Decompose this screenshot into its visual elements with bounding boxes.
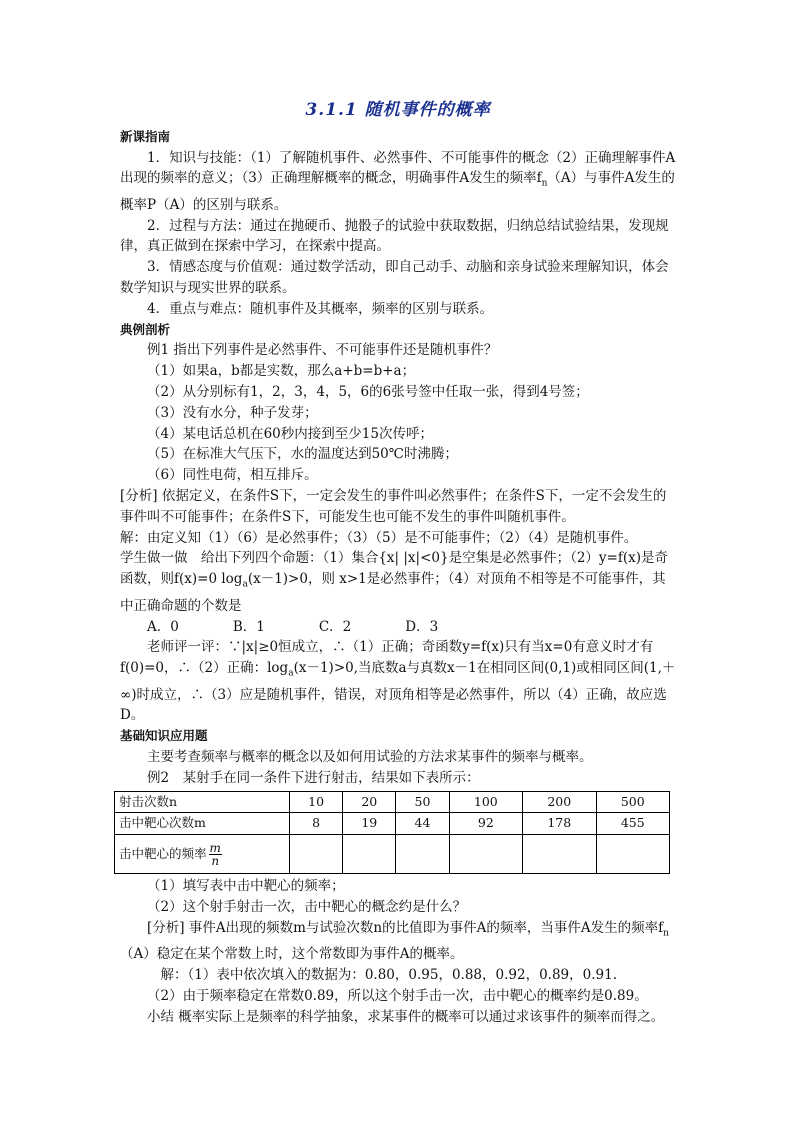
example-2-analysis: [分析] 事件A出现的频数m与试验次数n的比值即为事件A的频率，当事件A发生的频率$f_n(A)$稳定在某个常数上时，这个常数即为事件A的概率。 [120,919,669,963]
example-1-analysis: [分析] 依据定义，在条件S下，一定会发生的事件叫必然事件；在条件S下，一定不会发生的事件叫不可能事件；在条件S下，可能发生也可能不发生的事件叫随机事件。 [120,488,667,525]
shooting-table [114,791,670,875]
summary: 小结 概率实际上是频率的科学抽象，求某事件的概率可以通过求该事件的频率而得之。 [147,1008,665,1025]
fraction-m-over-n: $\frac{m}{n}$ [209,840,221,868]
example-2-question: （2）这个射手射击一次，击中靶心的概念约是什么？ [147,898,467,915]
table-cell: 10 [290,791,343,813]
table-cell [523,835,596,874]
table-row-header: 射击次数n [115,791,290,813]
guide-item-4: 4．重点与难点：随机事件及其概率，频率的区别与联系。 [147,300,494,317]
practice-question: 学生做一做 给出下列四个命题：（1）集合{x| |x|<0}是空集是必然事件；（2）y=f(x)是奇函数，则f(x)=0 $\log_a(x-1)>0$，则 x>1是必然事件；（4）对顶角不相等是不可能事件，其中正确命题的个数是 [120,550,669,614]
table-cell: 100 [449,791,522,813]
table-cell: 8 [290,813,343,835]
table-cell: 44 [396,813,449,835]
section-heading-examples: 典例剖析 [120,321,171,337]
example-1-item: （6）同性电荷，相互排斥。 [147,467,318,484]
example-1-solution: 解：由定义知（1）（6）是必然事件；（3）（5）是不可能事件；（2）（4）是随机事件。 [120,529,638,546]
example-1-item: （3）没有水分，种子发芽； [147,404,318,421]
example-1-item: （5）在标准大气压下，水的温度达到50℃时沸腾； [147,446,458,463]
example-1-item: （2）从分别标有1，2，3，4，5，6的6张号签中任取一张，得到4号签； [147,384,589,401]
table-cell: 50 [396,791,449,813]
practice-options: A．0 B．1 C．2 D．3 [147,618,439,635]
teacher-comment: 老师评一评：∵|x|≥0恒成立，∴（1）正确；奇函数y=f(x)只有当x=0有意义时才有f(0)=0，∴（2）正确：$\log_a(x-1)>0$,当底数a与真数x－1在相同区间(0,1)或相同区间(1,＋∞)时成立，∴（3）应是随机事件，错误，对顶角相等是必然事件，所以（4）正确，故应选D。 [120,639,676,724]
table-cell: 92 [449,813,522,835]
example-2-intro: 例2 某射手在同一条件下进行射击，结果如下表所示： [147,769,480,786]
table-cell [596,835,669,874]
table-cell: 20 [343,791,396,813]
guide-item-3: 3．情感态度与价值观：通过数学活动，即自己动手、动脑和亲身试验来理解知识，体会数学知识与现实世界的联系。 [120,259,669,297]
table-cell [290,835,343,874]
example-1-intro: 例1 指出下列事件是必然事件、不可能事件还是随机事件？ [147,342,498,359]
table-row [115,835,670,874]
table-cell: 19 [343,813,396,835]
section-heading-basic: 基础知识应用题 [120,728,208,744]
guide-item-1: 1．知识与技能：（1）了解随机事件、必然事件、不可能事件的概念（2）正确理解事件A出现的频率的意义；（3）正确理解概率的概念，明确事件A发生的频率$f_n(A)$与事件A发生的概率P（A）的区别与联系。 [120,149,676,213]
table-cell: 178 [523,813,596,835]
table-row [115,791,670,813]
table-cell [343,835,396,874]
table-row-header: 击中靶心次数m [115,813,290,835]
table-cell: 200 [523,791,596,813]
example-2-solution-2: （2）由于频率稳定在常数0.89，所以这个射手击一次，击中靶心的概率约是0.89。 [147,987,648,1004]
section-heading-guide: 新课指南 [120,128,171,144]
guide-item-2: 2．过程与方法：通过在抛硬币、抛骰子的试验中获取数据，归纳总结试验结果，发现规律，真正做到在探索中学习，在探索中提高。 [120,217,669,255]
table-cell [396,835,449,874]
example-1-item: （1）如果a，b都是实数，那么a+b=b+a； [147,363,416,380]
table-cell [449,835,522,874]
example-2-question: （1）填写表中击中靶心的频率； [147,878,345,895]
example-2-solution: 解：（1）表中依次填入的数据为：0.80，0.95，0.88，0.92，0.89，0.91. [160,967,617,984]
table-cell: 455 [596,813,669,835]
table-row-header: 击中靶心的频率 $\frac{m}{n}$ [115,835,290,874]
document-page [120,100,676,1027]
basic-intro: 主要考查频率与概率的概念以及如何用试验的方法求某事件的频率与概率。 [147,748,593,765]
table-cell: 500 [596,791,669,813]
table-row [115,813,670,835]
page-title: 3.1.1 随机事件的概率 [305,100,491,120]
example-1-item: （4）某电话总机在60秒内接到至少15次传呼； [147,425,433,442]
